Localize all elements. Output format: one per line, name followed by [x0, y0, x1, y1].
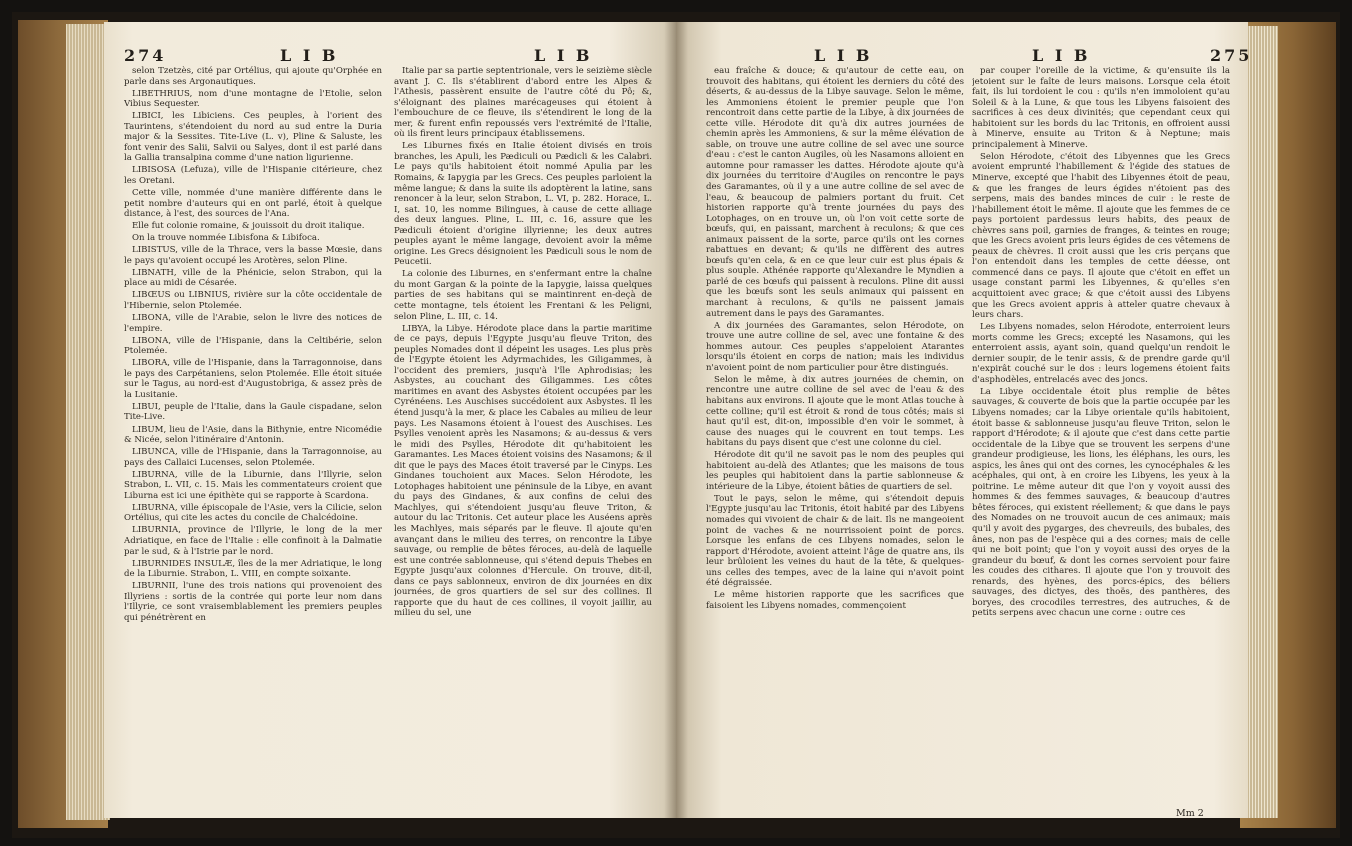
paragraph: LIBŒUS ou LIBNIUS, rivière sur la côte occidentale de l'Hibernie, selon Ptolemée.: [124, 290, 382, 311]
right-running-head-2: L I B: [1032, 46, 1091, 65]
left-running-head: L I B: [280, 46, 339, 65]
paragraph: LIBETHRIUS, nom d'une montagne de l'Etolie, selon Vibius Sequester.: [124, 88, 382, 110]
paragraph: selon Tzetzès, cité par Ortélius, qui ajoute qu'Orphée en parle dans ses Argonautiques.: [124, 66, 382, 87]
paragraph: LIBYA, la Libye. Hérodote place dans la partie maritime de ce pays, depuis l'Egypte jusqu'au fleuve Triton, des peuples Nomades dont il dépeint les usages. Les plus près de l'Egypte étoient les Adyrmachides, les Giligammes, à l'occident des premiers, jusqu'à l'île Aphrodisias; les Asbystes, au couchant des Giligammes. Les côtes maritimes en avant des Asbystes étoient occupées par les Cyrénéens. Les Auschises succédoient aux Asbystes. Il les étend jusqu'à la mer, & place les Cabales au milieu de leur pays. Les Nasamons étoient à l'ouest des Auschises. Les Psylles venoient après les Nasamons; & au-dessus & vers le midi des Psylles, Hérodote dit qu'habitoient les Garamantes. Les Maces étoient voisins des Nasamons; & il dit que le pays des Maces étoit traversé par le Cinyps. Les Gindanes touchoient aux Maces. Selon Hérodote, les Lotophages habitoient une péninsule de la Libye, en avant du pays des Gindanes, & aux confins de celui des Machlyes, qui s'étendoient jusqu'au fleuve Triton, & autour du lac Tritonis. Cet auteur place les Auséens après les Machlyes, mais séparés par le fleuve. Il ajoute qu'en avançant dans le milieu des terres, on rencontre la Libye sauvage, ou remplie de bêtes féroces, au-delà de laquelle est une contrée sablonneuse, qui s'étend depuis Thebes en Egypte jusqu'aux colonnes d'Hercule. On trouve, dit-il, dans ce pays sablonneux, environ de dix journées en dix journées, de gros quartiers de sel sur des collines. Il rapporte que du haut de ces collines, il voyoit jaillir, au milieu du sel, une: [394, 323, 652, 619]
paragraph: Selon le même, à dix autres journées de chemin, on rencontre une autre colline de sel avec de l'eau & des habitans aux environs. Il ajoute que le mont Atlas touche à cette colline; qu'il est étroit & rond de tous côtés; mais si haut qu'il est, dit-on, impossible d'en voir le sommet, à cause des nuages qui le couvrent en tout temps. Les habitans du pays disent que c'est une colonne du ciel.: [706, 374, 964, 449]
left-page-number: 274: [124, 46, 167, 65]
paragraph: par couper l'oreille de la victime, & qu'ensuite ils la jetoient sur le faîte de leurs maisons. Lorsque cela étoit fait, ils lui tordoient le cou : qu'ils n'en immoloient qu'au Soleil & à la Lune, & que tous les Libyens faisoient des sacrifices à ces deux divinités; que cependant ceux qui habitoient sur les bords du lac Tritonis, en offroient aussi à Minerve, ensuite au Triton & à Neptune; mais principalement à Minerve.: [972, 66, 1230, 150]
left-running-head-2: L I B: [534, 46, 593, 65]
paragraph: LIBISTUS, ville de la Thrace, vers la basse Mœsie, dans le pays qu'avoient occupé les Arotères, selon Pline.: [124, 245, 382, 266]
right-page-number: 275: [1210, 46, 1253, 65]
paragraph: Italie par sa partie septentrionale, vers le seizième siècle avant J. C. Ils s'établirent d'abord entre les Alpes & l'Athesis, passèrent ensuite de l'autre côté du Pô; &, s'éloignant des plaines marécageuses qui étoient à l'embouchure de ce fleuve, ils s'étendirent le long de la mer, & furent enfin repoussés vers l'extrémité de l'Italie, où ils firent leurs principaux établissemens.: [394, 66, 652, 140]
left-page-column-1: [124, 66, 382, 806]
paragraph: Le même historien rapporte que les sacrifices que faisoient les Libyens nomades, commençoient: [706, 590, 964, 611]
paragraph: La colonie des Liburnes, en s'enfermant entre la chaîne du mont Gargan & la pointe de la Iapygie, laissa quelques parties de ses habitans qui se maintinrent en-deçà de cette montagne, tels étoient les Frentani & les Peligni, selon Pline, L. III, c. 14.: [394, 269, 652, 322]
paragraph: Selon Hérodote, c'étoit des Libyennes que les Grecs avoient emprunté l'habillement & l'égide des statues de Minerve, excepté que l'habit des Libyennes étoit de peau, & que les franges de leurs égides n'étoient pas des serpens, mais des bandes minces de cuir : le reste de l'habillement étoit le même. Il ajoute que les femmes de ce pays portoient pardessus leurs habits, des peaux de chèvres sans poil, garnies de franges, & teintes en rouge; que les Grecs avoient pris leurs égides de ces vêtemens de peaux de chèvres. Il croit aussi que les cris perçans que l'on entendoit dans les temples de cette déesse, ont commencé dans ce pays. Il ajoute que c'étoit en effet un usage constant parmi les Libyennes, & qu'elles s'en acquittoient avec grace; & que c'étoit aussi des Libyens que les Grecs avoient appris à atteler quatre chevaux à leurs chars.: [972, 151, 1230, 321]
right-running-head: L I B: [814, 46, 873, 65]
paragraph: Les Libyens nomades, selon Hérodote, enterroient leurs morts comme les Grecs; excepté les Nasamons, qui les enterroient assis, ayant soin, quand quelqu'un rendoit le dernier soupir, de le tenir assis, & de prendre garde qu'il n'expirât couché sur le dos : leurs logemens étoient faits d'asphodèles, entrelacés avec des joncs.: [972, 322, 1230, 385]
paragraph: LIBUNCA, ville de l'Hispanie, dans la Tarragonnoise, au pays des Callaici Lucenses, selon Ptolemée.: [124, 447, 382, 468]
paragraph: LIBURNA, ville épiscopale de l'Asie, vers la Cilicie, selon Ortélius, qui cite les actes du concile de Chalcédoine.: [124, 502, 382, 524]
right-page-column-2: [972, 66, 1230, 806]
paragraph: LIBICI, les Libiciens. Ces peuples, à l'orient des Taurintens, s'étendoient du nord au sud entre la Duria major & la Sessites. Tite-Live (L. v), Pline & Saluste, les font venir des Salii, Salvii ou Salyes, dont il est parlé dans la Gallia transalpina comme d'une nation ligurienne.: [124, 111, 382, 164]
paragraph: Elle fut colonie romaine, & jouissoit du droit italique.: [132, 221, 365, 232]
paragraph: LIBNATH, ville de la Phénicie, selon Strabon, qui la place au midi de Césarée.: [124, 267, 382, 289]
right-page: [676, 22, 1253, 819]
right-page-column-1: [706, 66, 964, 806]
paragraph: LIBURNIDES INSULÆ, îles de la mer Adriatique, le long de la Liburnie. Strabon, L. VIII, en compte soixante.: [124, 558, 382, 580]
paragraph: LIBURNA, ville de la Liburnie, dans l'Illyrie, selon Strabon, L. VII, c. 15. Mais les commentateurs croient que Liburna est ici une épithète qui se rapporte à Scardona.: [124, 469, 382, 501]
paragraph: LIBUM, lieu de l'Asie, dans la Bithynie, entre Nicomédie & Nicée, selon l'itinéraire d'Antonin.: [124, 424, 382, 446]
paragraph: A dix journées des Garamantes, selon Hérodote, on trouve une autre colline de sel, avec une fontaine & des hommes autour. Ces peuples s'appeloient Atarantes lorsqu'ils étoient en corps de nation; mais les individus n'avoient point de nom particulier pour être distingués.: [706, 320, 964, 373]
paragraph: eau fraîche & douce; & qu'autour de cette eau, on trouvoit des habitans, qui étoient les derniers du côté des déserts, & au-dessus de la Libye sauvage. Selon le même, les Ammoniens étoient le premier peuple que l'on rencontroit dans cette partie de la Libye, à dix journées de cette ville. Hérodote dit qu'à dix autres journées de chemin après les Ammoniens, & sur la même élévation de sable, on trouve une autre colline de sel avec une source d'eau : c'est le canton Augiles, où les Nasamons alloient en automne pour ramasser les dattes. Hérodote ajoute qu'à dix journées du territoire d'Augiles on rencontre le pays des Garamantes, où il y a une autre colline de sel avec de l'eau, & beaucoup de palmiers portant du fruit. Cet historien rapporte qu'à trente journées du pays des Lotophages, on en trouve un, où l'on voit cette sorte de bœufs, qui, en paissant, marchent à reculons; & que ces animaux paissent de la sorte, parce qu'ils ont les cornes rabattues en devant; & qu'ils ne diffèrent des autres bœufs qu'en cela, & en ce que leur cuir est plus épais & plus souple. Athénée rapporte qu'Alexandre le Myndien a parlé de ces bœufs qui paissent à reculons. Pline dit aussi que les bœufs sont les seuls animaux qui paissent en marchant à reculons, & qu'ils ne paissent jamais autrement dans le pays des Garamantes.: [706, 66, 964, 319]
left-page-column-2: [394, 66, 652, 806]
paragraph: LIBONA, ville de l'Hispanie, dans la Celtibérie, selon Ptolemée.: [124, 335, 382, 357]
paragraph: On la trouve nommée Libisfona & Libifoca.: [132, 233, 320, 244]
paragraph: Hérodote dit qu'il ne savoit pas le nom des peuples qui habitoient au-delà des Atlantes; que les maisons de tous les peuples qui habitoient dans la partie sablonneuse & intérieure de la Libye, étoient bâties de quartiers de sel.: [706, 450, 964, 492]
paragraph: Les Liburnes fixés en Italie étoient divisés en trois branches, les Apuli, les Pædiculi ou Pædicli & les Calabri. Le pays qu'ils habitoient étoit nommé Apulia par les Romains, & Iapygia par les Grecs. Ces peuples parloient la même langue; & dans la suite ils adoptèrent la latine, sans renoncer à la leur, selon Strabon, L. VI, p. 282. Horace, L. I, sat. 10, les nomme Bilingues, à cause de cette alliage des deux langues. Pline, L. III, c. 16, assure que les Pædiculi étoient d'origine illyrienne; les deux autres peuples ayant le même langage, devoient avoir la même origine. Les Grecs désignoient les Pædiculi sous le nom de Peucetii.: [394, 141, 652, 268]
signature-mark: Mm 2: [1176, 808, 1204, 819]
paragraph: LIBUI, peuple de l'Italie, dans la Gaule cispadane, selon Tite-Live.: [124, 401, 382, 423]
paragraph: LIBONA, ville de l'Arabie, selon le livre des notices de l'empire.: [124, 313, 382, 334]
paragraph: LIBURNIA, province de l'Illyrie, le long de la mer Adriatique, en face de l'Italie : elle confinoit à la Dalmatie par le sud, & à l'Istrie par le nord.: [124, 525, 382, 557]
paragraph: Tout le pays, selon le même, qui s'étendoit depuis l'Egypte jusqu'au lac Tritonis, étoit habité par des Libyens nomades qui vivoient de chair & de lait. Ils ne mangeoient point de vaches & ne nourrissoient point de porcs. Lorsque les enfans de ces Libyens nomades, selon le rapport d'Hérodote, avoient atteint l'âge de quatre ans, ils leur brûloient les veines du haut de la tête, & quelques-uns celles des tempes, avec de la laine qui n'avoit point été dégraissée.: [706, 493, 964, 589]
paragraph: LIBORA, ville de l'Hispanie, dans la Tarragonnoise, dans le pays des Carpétaniens, selon Ptolemée. Elle étoit située sur le Tagus, au nord-est d'Augustobriga, & assez près de la Lusitanie.: [124, 358, 382, 400]
paragraph: LIBISOSA (Lefuza), ville de l'Hispanie citérieure, chez les Oretani.: [124, 165, 382, 186]
book-gutter: [664, 22, 688, 818]
paragraph: LIBURNII, l'une des trois nations qui provenoient des Illyriens : sortis de la contrée qui porte leur nom dans l'Illyrie, ce sont vraisemblablement les premiers peuples qui pénétrèrent en: [124, 581, 382, 623]
left-page: [104, 22, 678, 818]
paragraph: La Libye occidentale étoit plus remplie de bêtes sauvages, & couverte de bois que la partie occupée par les Libyens nomades; car la Libye orientale qu'ils habitoient, étoit basse & sablonneuse jusqu'au fleuve Triton, selon le rapport d'Hérodote; & il ajoute que c'est dans cette partie occidentale de la Libye que se trouvent les serpens d'une grandeur prodigieuse, les lions, les éléphans, les ours, les aspics, les ânes qui ont des cornes, les cynocéphales & les acéphales, qui ont, à en croire les Libyens, les yeux à la poitrine. Le même auteur dit que l'on y voyoit aussi des hommes & des femmes sauvages, & beaucoup d'autres bêtes féroces, qui existent réellement; & que dans le pays des Nomades on ne trouvoit aucun de ces animaux; mais qu'il y avoit des pygarges, des chevreuils, des bubales, des ânes, non pas de l'espèce qui a des cornes; mais de celle qui ne boit point; que l'on y voyoit aussi des oryes de la grandeur du bœuf, & dont les cornes servoient pour faire les coudes des cithares. Il ajoute que l'on y trouvoit des renards, des hyènes, des porcs-épics, des béliers sauvages, des dictyes, des thoës, des panthères, des boryes, des crocodiles terrestres, des autruches, & de petits serpens avec chacun une corne : outre ces: [972, 386, 1230, 619]
paragraph: Cette ville, nommée d'une manière différente dans le petit nombre d'auteurs qui en ont parlé, étoit à quelque distance, à l'est, des sources de l'Ana.: [124, 188, 382, 220]
